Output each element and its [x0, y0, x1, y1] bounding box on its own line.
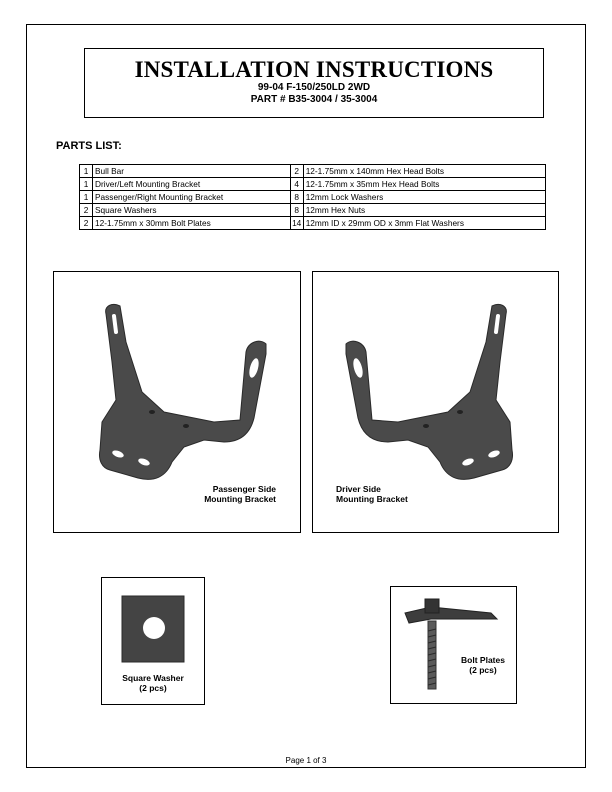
part-number: PART # B35-3004 / 35-3004	[250, 94, 378, 105]
part-qty: 1	[80, 191, 93, 204]
bolt-plates-caption	[452, 655, 514, 675]
part-qty: 2	[290, 165, 303, 178]
part-description: 12mm Lock Washers	[303, 191, 545, 204]
driver-caption-line1: Driver Side	[336, 484, 381, 494]
part-qty: 14	[292, 218, 302, 228]
part-description: 12-1.75mm x 30mm Bolt Plates	[93, 217, 291, 230]
table-row	[80, 165, 546, 178]
vehicle-model: 99-04 F-150/250LD 2WD	[257, 82, 371, 93]
passenger-bracket-caption	[190, 484, 276, 504]
document-title: INSTALLATION INSTRUCTIONS	[134, 57, 494, 82]
part-qty: 8	[290, 191, 303, 204]
part-qty: 8	[290, 204, 303, 217]
part-description: Driver/Left Mounting Bracket	[93, 178, 291, 191]
part-description: 12-1.75mm x 140mm Hex Head Bolts	[303, 165, 545, 178]
table-row	[80, 191, 546, 204]
table-row	[80, 217, 546, 230]
part-qty: 1	[80, 178, 93, 191]
part-description: 12mm Hex Nuts	[303, 204, 545, 217]
washer-caption-line1: Square Washer	[122, 673, 184, 683]
parts-table	[79, 164, 546, 230]
part-description: Passenger/Right Mounting Bracket	[93, 191, 291, 204]
bolt-caption-line2: (2 pcs)	[469, 665, 497, 675]
square-washer-caption	[104, 673, 202, 693]
part-qty: 1	[80, 165, 93, 178]
washer-caption-line2: (2 pcs)	[139, 683, 167, 693]
passenger-caption-line2: Mounting Bracket	[204, 494, 276, 504]
part-qty: 2	[80, 204, 93, 217]
passenger-caption-line1: Passenger Side	[212, 484, 276, 494]
driver-caption-line2: Mounting Bracket	[336, 494, 408, 504]
part-description: 12-1.75mm x 35mm Hex Head Bolts	[303, 178, 545, 191]
part-description: Bull Bar	[93, 165, 291, 178]
bolt-plates-image	[391, 587, 516, 703]
part-qty: 2	[80, 217, 93, 230]
parts-list-heading: PARTS LIST:	[56, 140, 122, 152]
part-description: 12mm ID x 29mm OD x 3mm Flat Washers	[303, 217, 545, 230]
part-qty: 4	[290, 178, 303, 191]
bolt-caption-line1: Bolt Plates	[461, 655, 505, 665]
page-number: Page 1 of 3	[285, 756, 327, 765]
table-row	[80, 178, 546, 191]
table-row	[80, 204, 546, 217]
title-box	[84, 48, 544, 118]
part-description: Square Washers	[93, 204, 291, 217]
driver-bracket-caption	[336, 484, 408, 504]
bolt-plates-figure	[390, 586, 517, 704]
